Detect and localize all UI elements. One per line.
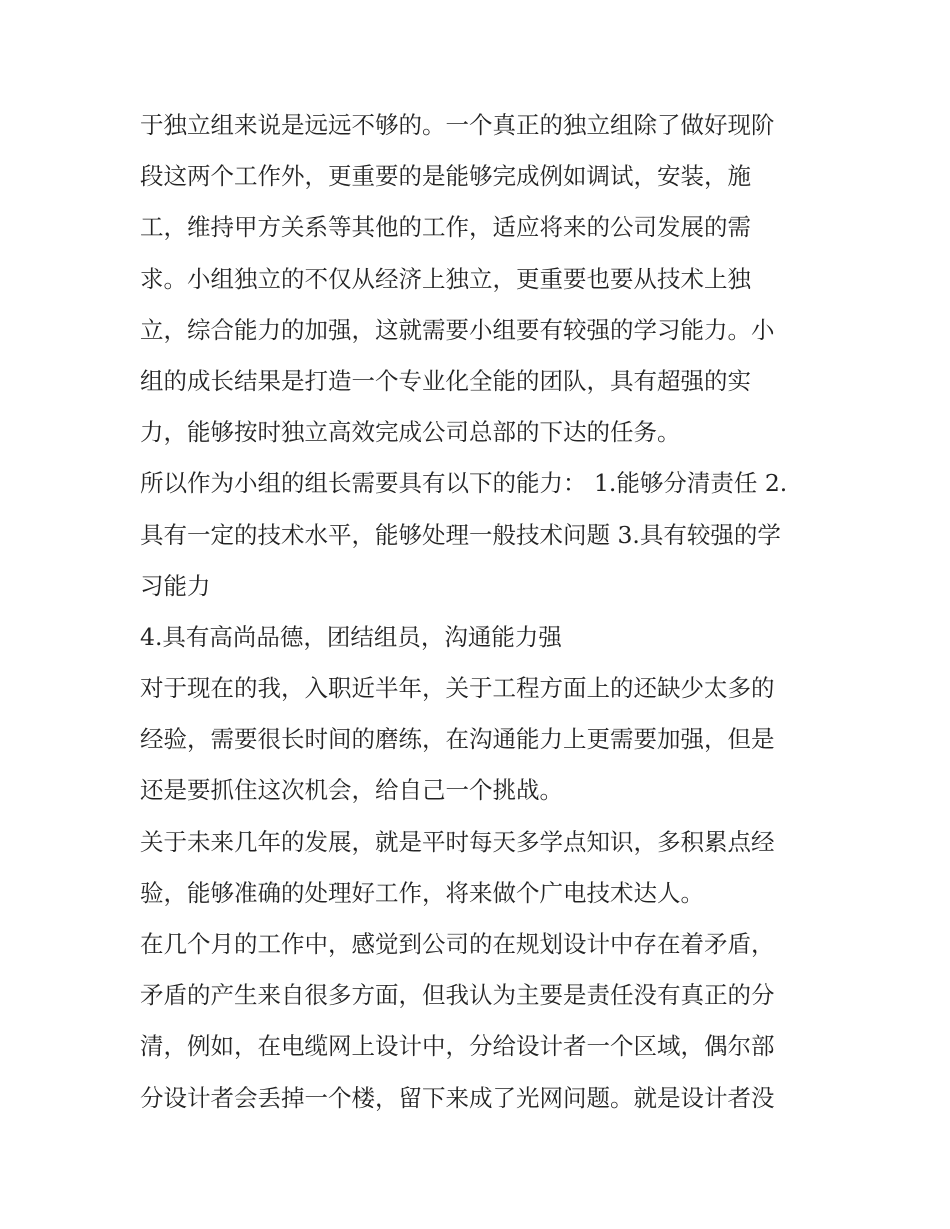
text-line: 关于未来几年的发展，就是平时每天多学点知识，多积累点经 <box>140 827 775 856</box>
text-line: 分设计者会丢掉一个楼，留下来成了光网问题。就是设计者没 <box>140 1083 775 1112</box>
document-body <box>140 100 812 1124</box>
text-line: 4.具有高尚品德，团结组员，沟通能力强 <box>140 622 562 651</box>
text-line: 力，能够按时独立高效完成公司总部的下达的任务。 <box>140 418 681 447</box>
text-line: 对于现在的我，入职近半年，关于工程方面上的还缺少太多的 <box>140 674 775 703</box>
text-line: 矛盾的产生来自很多方面，但我认为主要是责任没有真正的分 <box>140 981 775 1010</box>
text-line: 清，例如，在电缆网上设计中，分给设计者一个区域，偶尔部 <box>140 1032 775 1061</box>
text-line: 所以作为小组的组长需要具有以下的能力： 1.能够分清责任 2. <box>140 469 788 498</box>
text-line: 经验，需要很长时间的磨练，在沟通能力上更需要加强，但是 <box>140 725 775 754</box>
text-line: 具有一定的技术水平，能够处理一般技术问题 3.具有较强的学 <box>140 520 781 549</box>
text-line: 组的成长结果是打造一个专业化全能的团队，具有超强的实 <box>140 366 751 395</box>
text-line: 习能力 <box>140 571 211 600</box>
text-line: 立，综合能力的加强，这就需要小组要有较强的学习能力。小 <box>140 315 775 344</box>
text-line: 还是要抓住这次机会，给自己一个挑战。 <box>140 776 563 805</box>
text-line: 在几个月的工作中，感觉到公司的在规划设计中存在着矛盾， <box>140 930 775 958</box>
text-line: 于独立组来说是远远不够的。一个真正的独立组除了做好现阶 <box>140 111 775 139</box>
text-line: 求。小组独立的不仅从经济上独立，更重要也要从技术上独 <box>140 264 751 293</box>
text-line: 段这两个工作外，更重要的是能够完成例如调试，安装，施 <box>140 162 751 191</box>
text-line: 验，能够准确的处理好工作，将来做个广电技术达人。 <box>140 878 704 907</box>
text-line: 工，维持甲方关系等其他的工作，适应将来的公司发展的需 <box>140 213 751 242</box>
